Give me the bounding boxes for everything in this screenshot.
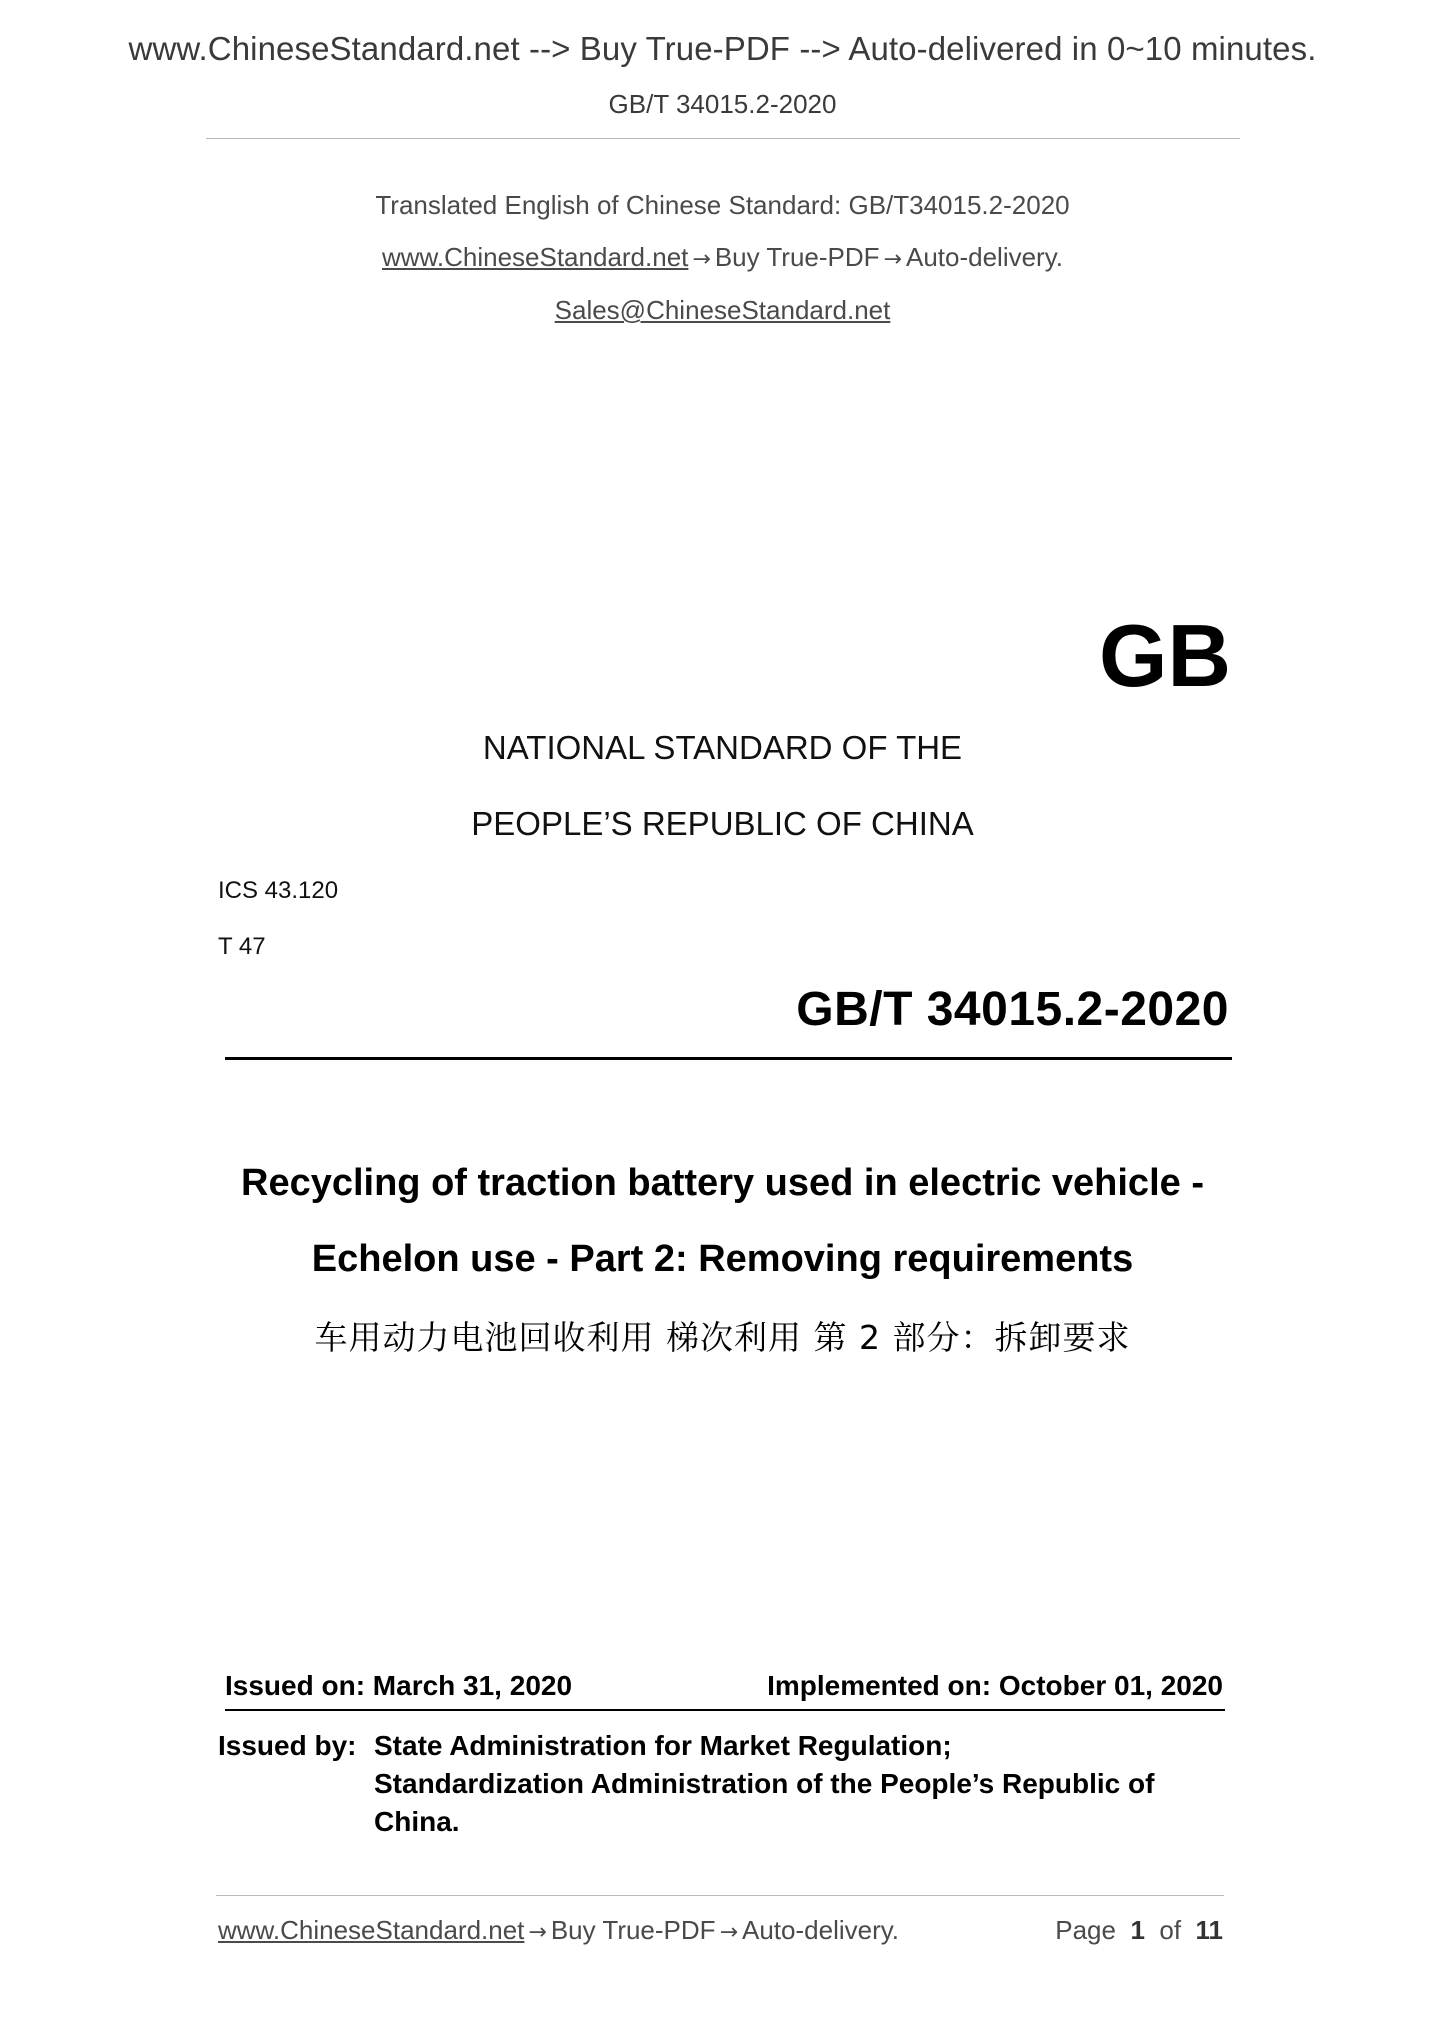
auto-delivery-text: Auto-delivery. [905,242,1064,272]
implemented-on: Implemented on: October 01, 2020 [767,1670,1223,1701]
title-en-line1: Recycling of traction battery used in electric vehicle - [241,1162,1204,1204]
header-banner[interactable]: www.ChineseStandard.net --> Buy True-PDF --> Auto-delivered in 0~10 minutes. [128,30,1317,67]
page-label: Page [1055,1915,1116,1945]
footer-site-link[interactable]: www.ChineseStandard.net [218,1915,525,1945]
issued-by-line3: China. [374,1806,460,1837]
issued-by-line2: Standardization Administration of the People’s Republic of [374,1768,1155,1799]
issued-on: Issued on: March 31, 2020 [225,1670,573,1701]
arrow-right-icon: → [692,247,711,272]
national-standard-line2: PEOPLE’S REPUBLIC OF CHINA [471,805,974,842]
header-divider [206,138,1240,139]
arrow-right-icon: → [883,247,902,272]
page-of-label: of [1159,1915,1182,1945]
issued-by-line1: State Administration for Market Regulation; [374,1730,952,1761]
sales-email[interactable] [0,295,1445,326]
footer-links [218,1915,899,1946]
gb-mark: GB [1099,606,1231,705]
arrow-right-icon: → [719,1920,738,1945]
ics-code: ICS 43.120 [218,877,339,904]
header-standard-code: GB/T 34015.2-2020 [608,89,837,119]
title-zh: 车用动力电池回收利用 梯次利用 第 2 部分：拆卸要求 [314,1318,1131,1357]
issue-rule [225,1709,1225,1711]
arrow-right-icon: → [528,1920,547,1945]
footer-auto-delivery-text: Auto-delivery. [742,1915,900,1945]
issued-by-label: Issued by: [218,1730,357,1761]
buy-pdf-link[interactable]: Buy True-PDF [714,242,880,272]
page-indicator [1055,1915,1223,1946]
page-total: 11 [1195,1915,1223,1945]
sales-email-link[interactable]: Sales@ChineseStandard.net [554,295,891,325]
translation-links [0,242,1445,273]
standard-number-rule [225,1057,1232,1060]
title-en-line2: Echelon use - Part 2: Removing requirements [311,1238,1134,1280]
site-link[interactable]: www.ChineseStandard.net [381,242,689,272]
footer-buy-pdf-link[interactable]: Buy True-PDF [550,1915,716,1945]
standard-number: GB/T 34015.2-2020 [796,983,1229,1036]
classification-code: T 47 [218,933,266,960]
translation-notice: Translated English of Chinese Standard: GB/T34015.2-2020 [375,190,1070,220]
national-standard-line1: NATIONAL STANDARD OF THE [482,729,963,766]
footer-divider [216,1895,1224,1896]
page-current: 1 [1130,1915,1145,1945]
